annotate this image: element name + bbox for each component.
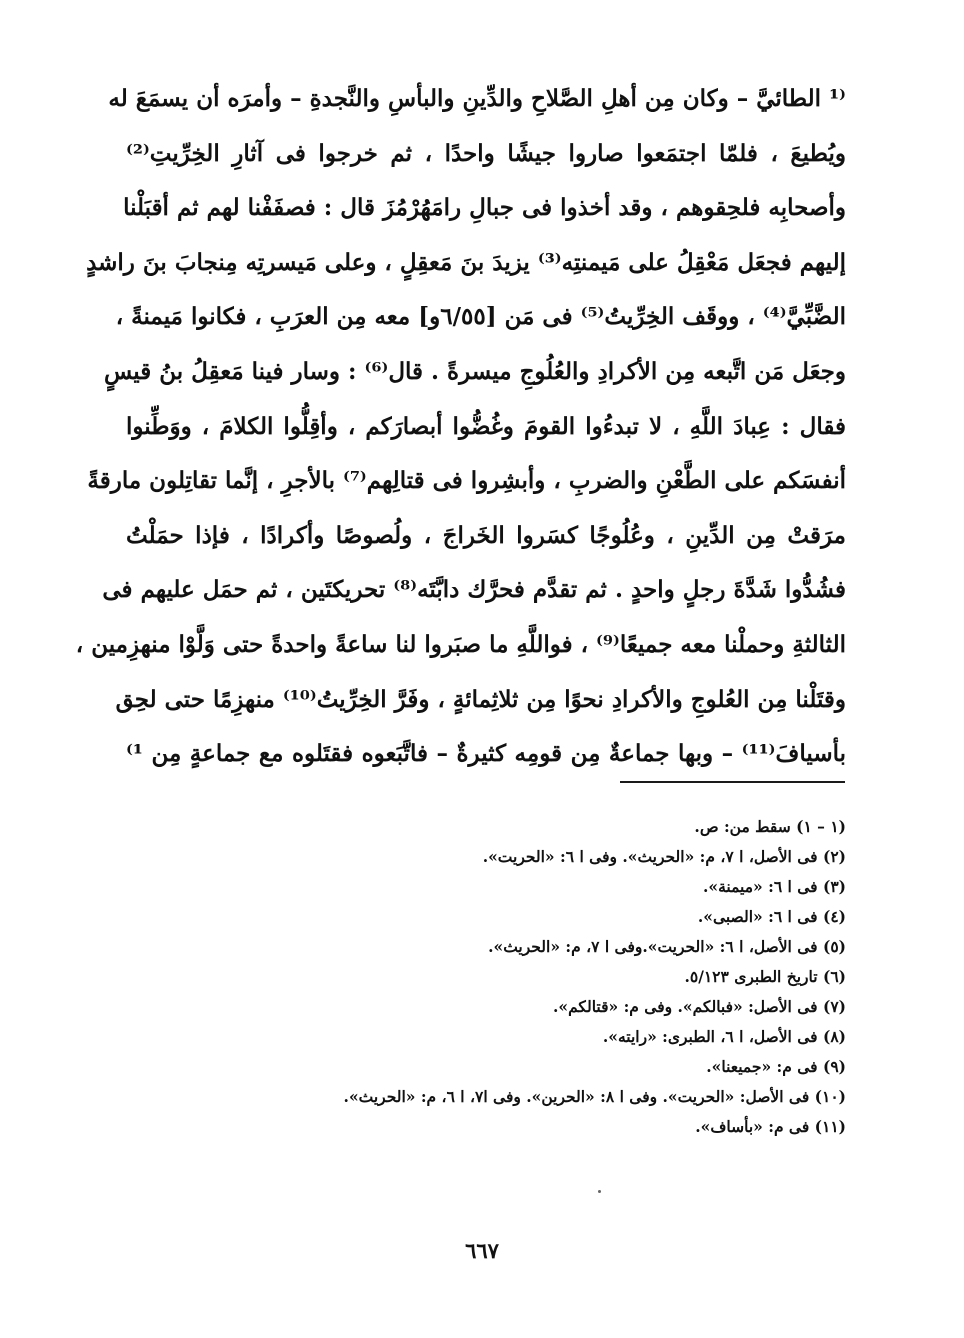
main-text-line: وقتَلْنا مِن العُلوجِ والأكرادِ نحوًا مِن ثلاثِمائةٍ ، وفَرَّ الخِرِّيتُ⁽¹⁰⁾ منهزِمًا حتى لحِق [115, 685, 846, 713]
main-text-line: وأصحابِه فلحِقوهم ، وقد أخذوا فى جبالِ رامَهُرْمُزَ قال : فصفَفْنا لهم ثم أقبَلْنا [123, 194, 846, 222]
main-text-line: إليهم فجعَل مَعْقِلُ على مَيمنتِه⁽³⁾ يزيدَ بنَ مَعقِلٍ ، وعلى مَيسرتِه مِنجابَ بنَ راشدٍ [86, 248, 846, 276]
main-text-line: وجعَل مَن اتَّبعه مِن الأكرادِ والعُلُوجِ ميسرةً . قال⁽⁶⁾ : وسار فينا مَعقِلُ بنُ قيسٍ [103, 357, 846, 385]
main-text-line: مرَقتْ مِن الدِّينِ ، وعُلُوجًا كسَروا الخَراجَ ، ولُصوصًا وأكرادًا ، فإذا حمَلْتُ [126, 521, 846, 549]
footnote-item: (١٠) فى الأصل: «الحريت». وفى ا ٨: «الحرين». وفى ا٧، ا ٦، م: «الحريث». [343, 1087, 846, 1106]
footnote-item: (٨) فى الأصل، ا ٦، الطبرى: «رايته». [602, 1027, 846, 1046]
page-number: ٦٦٧ [465, 1238, 499, 1263]
main-text-line: ويُطيعَ ، فلمّا اجتمَعوا صاروا جيشًا واحدًا ، ثم خرجوا فى آثارِ الخِرِّيتِ⁽²⁾ [126, 139, 846, 167]
footnote-item: (٩) فى م: «جميعنا». [706, 1057, 846, 1076]
footnote-item: (١ – ١) سقط من: ص. [694, 817, 846, 836]
main-text-line: أنفسَكم على الطَّعْنِ والضربِ ، وأبشِروا فى قتالِهم⁽⁷⁾ بالأجرِ ، إنَّما تقاتِلون مارقةً [87, 467, 846, 495]
footnote-item: (٢) فى الأصل، ا ٧، م: «الحريث». وفى ا ٦: «الحريت». [482, 847, 846, 866]
footnote-item: (٦) تاريخ الطبرى ٥/١٢٣. [684, 967, 846, 986]
main-text-block [75, 72, 846, 782]
footnote-item: (٧) فى الأصل: «فبالكم». وفى م: «قتالكم». [553, 997, 846, 1016]
footnote-item: (١١) فى م: «بأساف». [695, 1117, 846, 1136]
footnote-separator [620, 781, 845, 783]
footnote-item: (٣) فى ا ٦: «ميمنة». [703, 877, 846, 896]
main-text-line: بأسيافَ⁽¹¹⁾ – وبها جماعةٌ مِن قومِه كثيرةٌ – فاتَّبَعوه فقتَلوه مع جماعةٍ مِن ¹⁾ [126, 740, 846, 768]
main-text-line: الضَّبِّيَّ⁽⁴⁾ ، ووقَف الخِرِّيتُ⁽⁵⁾ فى مَن [٦/٥٥و] معه مِن العرَبِ ، فكانوا مَيمنةً ، [115, 303, 846, 331]
main-text-line: ⁽¹ الطائيَّ – وكان مِن أهلِ الصَّلاحِ والدِّينِ والبأسِ والنَّجدةِ – وأمرَه أن يسمَعَ له [108, 85, 846, 112]
main-text-line: الثالثةِ وحملْنا معه جميعًا⁽⁹⁾ ، فواللَّهِ ما صبَروا لنا ساعةً واحدةً حتى وَلَّوْا منهزِمين ، [75, 630, 846, 658]
main-text-line: فشُدُّوا شَدَّةَ رجلٍ واحدٍ . ثم تقدَّم فحرَّك دابَّتَه⁽⁸⁾ تحريكتَين ، ثم حمَل عليهم فى [102, 576, 846, 604]
footnote-item: (٤) فى ا ٦: «الصبى». [697, 907, 846, 926]
main-text-line: فقال : عِبادَ اللَّهِ ، لا تبدءُوا القومَ وغُضُّوا أبصارَكم ، وأقِلُّوا الكلامَ ، ووَطِّنوا [126, 412, 846, 440]
footnote-item: (٥) فى الأصل، ا ٦: «الحريت».وفى ا ٧، م: «الحريث». [488, 937, 846, 956]
print-speck [598, 1190, 601, 1193]
footnotes-block [126, 812, 846, 1142]
